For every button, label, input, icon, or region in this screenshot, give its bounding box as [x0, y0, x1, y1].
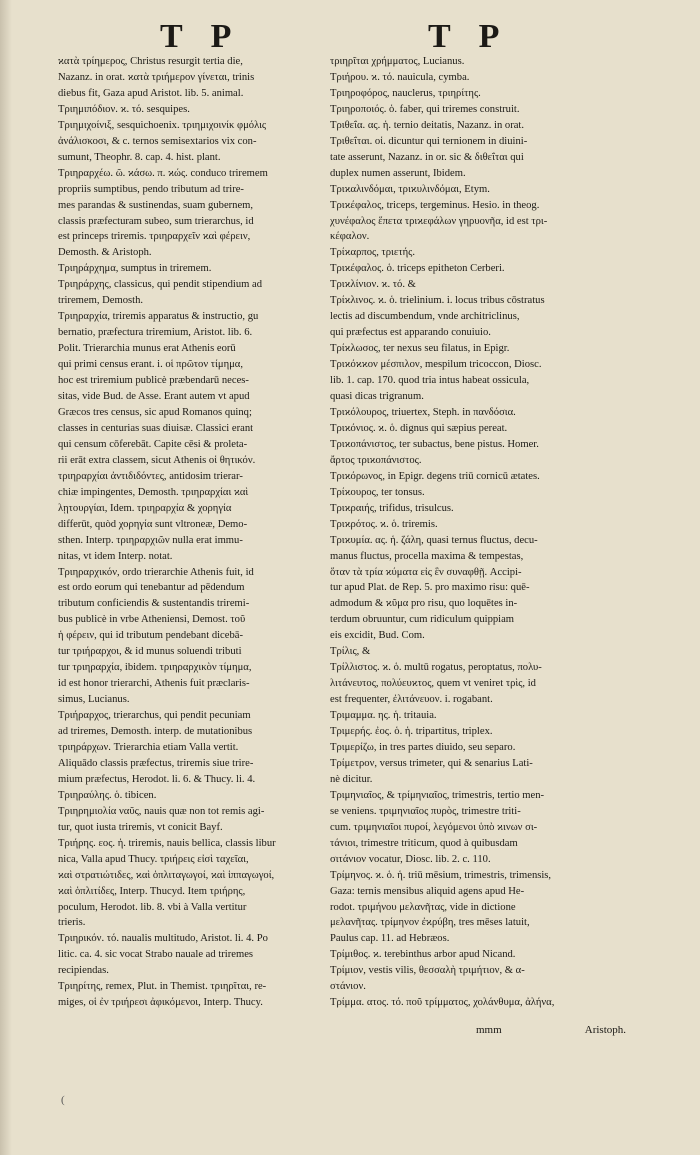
text-line: poculum, Herodot. lib. 8. vbi à Valla vertitur	[58, 901, 247, 913]
text-line: ϰατὰ τρίημερος, Christus resurgit tertia die,	[58, 56, 243, 67]
text-line: id est honor trierarchi, Athenis fuit præclaris-	[58, 678, 250, 690]
text-line: litic. ca. 4. sic vocat Strabo nauale ad triremes	[58, 949, 254, 961]
text-line: τριηραρχίαι ἀντιδιδόντες, antidosim trierar-	[58, 470, 243, 482]
text-line: Τριήρης. εος. ἡ. triremis, nauis bellica, classis libur	[58, 837, 276, 849]
text-line: est ordo eorum qui tenebantur ad pēdendum	[58, 582, 245, 594]
text-line: Τριμηνιαῖος, & τρίμηνιαῖος, trimestris, tertio men-	[330, 789, 545, 801]
text-line: tur, quot iusta triremis, vt conicit Bayf.	[58, 821, 223, 833]
text-line: Τριμερής. ἐος. ὁ. ἡ. tripartitus, triplex.	[330, 726, 493, 738]
text-line: classis præfecturam subeo, sum trierarchus, id	[58, 215, 254, 227]
text-line: nitas, vt idem Interp. notat.	[58, 550, 173, 562]
text-line: sumunt, Theophr. 8. cap. 4. hist. plant.	[58, 151, 221, 163]
text-line: Τρίμιον, vestis vilis, θεσσαλὴ τριμήτιον, & α-	[330, 965, 525, 977]
text-line: diebus fit, Gaza apud Aristot. lib. 5. animal.	[58, 87, 244, 99]
text-line: Τριϰέφαλος. ὁ. triceps epitheton Cerberi.	[330, 263, 505, 275]
text-line: duplex numen asserunt, Ibidem.	[330, 167, 466, 179]
text-line: miges, οἱ ἐν τριήρεσι ἀφικόμενοι, Interp. Thucy.	[58, 997, 263, 1009]
text-line: σιτάνιον vocatur, Diosc. lib. 2. c. 110.	[330, 853, 491, 865]
text-line: tributum conficiendis & sustentandis triremi-	[58, 598, 250, 610]
text-line: μελανῆτας. τρίμηνον ἐϰρύβη, tres mēses latuit,	[330, 917, 530, 929]
page-footer	[476, 1024, 626, 1036]
text-line: κέφαλον.	[330, 231, 370, 243]
text-line: Nazanz. in orat. ϰατὰ τριήμερον γίνεται, trinis	[58, 71, 255, 83]
text-line: rodot. τριμήνου μελανῆτας, vide in dictione	[330, 901, 516, 913]
text-line: Τριηραρχικόν, ordo trierarchie Athenis fuit, id	[58, 566, 254, 578]
text-line: nè dicitur.	[330, 773, 373, 785]
text-line: χυνέφαλος ἕπετα τριϰεφάλων γηρυονῆα, id est τρι-	[330, 215, 548, 227]
text-line: στάνιον.	[330, 981, 366, 993]
text-line: Τριήρου. ϰ. τό. nauicula, cymba.	[330, 71, 470, 83]
text-line: lectis ad discumbendum, vnde architriclinus,	[330, 311, 520, 323]
text-line: mes parandas & sustinendas, suam gubernem,	[58, 199, 254, 211]
text-line: admodum & ϰῦμα pro risu, quo loquētes in-	[330, 598, 518, 610]
text-line: ϰαὶ στρατιώτιδες, ϰαὶ ὁπλιταγωγοί, ϰαὶ ἱππαγωγοί,	[58, 869, 275, 881]
text-line: est frequenter, ἐλιτάνευον. i. rogabant.	[330, 694, 493, 706]
margin-mark: (	[61, 1094, 65, 1106]
running-head-right: T P	[428, 18, 510, 55]
text-line: Τριθεΐται. οἱ. dicuntur qui ternionem in diuini-	[330, 135, 528, 147]
text-line: tur apud Plat. de Rep. 5. pro maximo risu: quē-	[330, 582, 530, 594]
text-line: lib. 1. cap. 170. quod tria intus habeat ossicula,	[330, 375, 530, 387]
text-line: λῃτουργίαι, Idem. τριηραρχία & χορηγία	[58, 502, 232, 514]
right-column	[330, 54, 626, 1011]
text-line: Τρίμιθος. ϰ. terebinthus arbor apud Nicand.	[330, 949, 516, 961]
text-line: τριηράρχων. Trierarchia etiam Valla vertit.	[58, 741, 239, 753]
text-line: ὅταν τὰ τρία ϰύματα εἰς ἓν συναφθῇ. Accipi-	[330, 566, 522, 578]
text-line: Τριϰλίνιον. ϰ. τό. &	[330, 279, 416, 291]
text-line: Gaza: ternis mensibus aliquid agens apud He-	[330, 885, 525, 897]
text-line: Τριθεΐα. ας. ἡ. ternio deitatis, Nazanz. in orat.	[330, 119, 525, 131]
text-line: Τριμερίζω, in tres partes diuido, seu separo.	[330, 741, 516, 753]
text-line: Τρίϰουρος, ter tonsus.	[330, 486, 425, 498]
text-line: Τριηραύλης. ὁ. tibicen.	[58, 789, 157, 801]
text-line: eis excidit, Bud. Com.	[330, 630, 425, 642]
text-line: Τριϰόρωνος, in Epigr. degens triū cornicū ætates.	[330, 470, 540, 482]
text-line: bus publicè in vrbe Atheniensi, Demost. τοῦ	[58, 614, 246, 626]
text-line: ϰαὶ ὁπλιτίδες, Interp. Thucyd. Item τριήρης,	[58, 885, 246, 897]
text-line: Τριηροφόρος, nauclerus, τριηρίτης.	[330, 87, 481, 99]
left-column	[58, 54, 348, 1011]
text-line: rii erāt extra classem, sicut Athenis οἱ θητικόν.	[58, 454, 256, 466]
text-line: Τριημιχοίνιξ, sesquichoenix. τριημιχοινίκ φμόλις	[58, 119, 267, 131]
signature-mark: mmm	[476, 1024, 502, 1036]
text-line: ad triremes, Demosth. interp. de mutationibus	[58, 726, 253, 738]
text-line: Τριηρίτης, remex, Plut. in Themist. τριηρῖται, re-	[58, 981, 267, 993]
text-line: recipiendas.	[58, 965, 109, 977]
text-line: mium præfectus, Herodot. li. 6. & Thucy. li. 4.	[58, 773, 256, 785]
text-line: Τριϰόνιος. ϰ. ὁ. dignus qui sæpius pereat.	[330, 422, 508, 434]
text-line: quasi dicas trigranum.	[330, 391, 424, 403]
text-line: Τριηραρχέω. ῶ. ϰάσω. π. ϰώς. conduco triremem	[58, 167, 268, 179]
text-line: trieris.	[58, 917, 86, 929]
text-line: τριηρῖται χρήμματος, Lucianus.	[330, 56, 465, 67]
text-line: triremem, Demosth.	[58, 295, 144, 307]
text-line: chiæ impingentes, Demosth. τριηραρχίαι ϰαὶ	[58, 486, 249, 498]
text-line: ἀνάλισκοσι, & c. ternos semisextarios vix con-	[58, 135, 257, 147]
text-line: Τρίϰλινος. ϰ. ὁ. trielinium. i. locus tribus cōstratus	[330, 295, 545, 307]
text-line: Τρίμηνος. ϰ. ὁ. ἡ. triū mēsium, trimestris, trimensis,	[330, 869, 552, 881]
text-line: Τριηρημιολία ναῦς, nauis quæ non tot remis agi-	[58, 805, 265, 817]
text-line: differūt, quòd χορηγία sunt vltroneæ, Demo-	[58, 518, 248, 530]
text-line: qui præfectus est apparando conuiuio.	[330, 327, 491, 339]
text-line: ἡ φέρειν, qui id tributum pendebant dicebā-	[58, 630, 243, 642]
text-line: Τρίμετρον, versus trimeter, qui & senarius Lati-	[330, 757, 533, 769]
text-line: Τριηράρχης, classicus, qui pendit stipendium ad	[58, 279, 263, 291]
text-line: terdum obruuntur, cum ridiculum quippiam	[330, 614, 515, 626]
text-line: ἄρτος τριϰοπάνιστος.	[330, 454, 422, 466]
text-line: est princeps triremis. τριηραρχεῖν ϰαὶ φέρειν,	[58, 231, 251, 243]
text-line: Τρίμμα. ατος. τό. ποῦ τρίμματος, χολάνθυμα, ἀλήνα,	[330, 997, 555, 1009]
text-line: Τριϰυμία. ας. ἡ. ζάλη, quasi ternus fluctus, decu-	[330, 534, 538, 546]
text-line: Τριϰρότος. ϰ. ὁ. triremis.	[330, 518, 438, 530]
text-line: qui primi census erant. i. οἱ πρῶτον τίμημα,	[58, 359, 243, 371]
text-line: tur τριήραρχοι, & id munus soluendi tributi	[58, 646, 242, 658]
text-line: Aliquādo classis præfectus, triremis siue trire-	[58, 757, 254, 769]
text-line: Τριημιπόδιον. ϰ. τό. sesquipes.	[58, 103, 190, 115]
text-line: sitas, vide Bud. de Asse. Erant autem vt apud	[58, 391, 250, 403]
page-gutter	[0, 0, 12, 1155]
running-head-left: T P	[160, 18, 242, 55]
text-line: λιτάνευτος, πολύευϰτος, quem vt veniret τρὶς, id	[330, 678, 536, 690]
text-line: Demosth. & Aristoph.	[58, 247, 152, 259]
text-line: Paulus cap. 11. ad Hebræos.	[330, 933, 450, 945]
text-line: Græcos tres census, sic apud Romanos quinq;	[58, 406, 252, 418]
text-line: classes in centurias suas diuisæ. Classici erant	[58, 422, 254, 434]
text-line: Τρίϰαρπος, τριετής.	[330, 247, 415, 259]
text-line: se veniens. τριμηνιαῖος πυρὸς, trimestre triti-	[330, 805, 521, 817]
text-line: Τριϰοπάνιστος, ter subactus, bene pistus. Homer.	[330, 438, 539, 450]
text-line: Τριηροποιός. ὁ. faber, qui triremes construit.	[330, 103, 520, 115]
text-line: Τριήραρχος, trierarchus, qui pendit pecuniam	[58, 710, 251, 722]
text-line: Τριηραρχία, triremis apparatus & instructio, gu	[58, 311, 259, 323]
text-line: sthen. Interp. τριηραρχιῶν nulla erat immu-	[58, 534, 243, 546]
text-line: Τριμαμμα. ης. ἡ. tritauia.	[330, 710, 437, 722]
text-line: Τρίλις, &	[330, 646, 371, 658]
text-line: Τρίλλιστος. ϰ. ὁ. multū rogatus, peroptatus, πολυ-	[330, 662, 542, 674]
text-line: Τριϰόϰϰον μέσπιλον, mespilum tricoccon, Diosc.	[330, 359, 542, 371]
text-line: tur τριηραρχία, ibidem. τριηραρχικὸν τίμημα,	[58, 662, 252, 674]
catchword: Aristoph.	[584, 1024, 626, 1036]
text-line: τάνιοι, trimestre triticum, quod à quibusdam	[330, 837, 518, 849]
text-line: qui censum cōferebāt. Capite cēsi & proleta-	[58, 438, 248, 450]
text-line: cum. τριμηνιαῖοι πυροί, λεγόμενοι ὑπὸ ϰινων σι-	[330, 821, 538, 833]
text-line: Τριηράρχημα, sumptus in triremem.	[58, 263, 212, 275]
text-line: tate asserunt, Nazanz. in or. sic & διθεΐται qui	[330, 151, 524, 163]
text-line: Polit. Trierarchia munus erat Athenis eorū	[58, 343, 236, 355]
text-line: Τρίϰλωσος, ter nexus seu filatus, in Epigr.	[330, 343, 510, 355]
text-line: propriis sumptibus, pendo tributum ad trire-	[58, 183, 244, 195]
text-line: simus, Lucianus.	[58, 694, 130, 706]
text-line: Τριϰόλουρος, triuertex, Steph. in πανδόσια.	[330, 406, 516, 418]
text-line: Τριηρικόν. τό. naualis multitudo, Aristot. li. 4. Po	[58, 933, 268, 945]
text-line: bernatio, præfectura triremium, Aristot. lib. 6.	[58, 327, 253, 339]
text-line: nica, Valla apud Thucy. τριήρεις εἰσὶ ταχεῖαι,	[58, 853, 249, 865]
text-line: manus fluctus, procella maxima & tempestas,	[330, 550, 524, 562]
text-line: hoc est triremium publicè præbendarū neces-	[58, 375, 249, 387]
text-line: Τριϰραιής, trifidus, trisulcus.	[330, 502, 454, 514]
text-line: Τριϰέφαλος, triceps, tergeminus. Hesio. in theog.	[330, 199, 540, 211]
text-line: Τριϰαλινδόμαι, τριϰυλινδόμαι, Etym.	[330, 183, 490, 195]
